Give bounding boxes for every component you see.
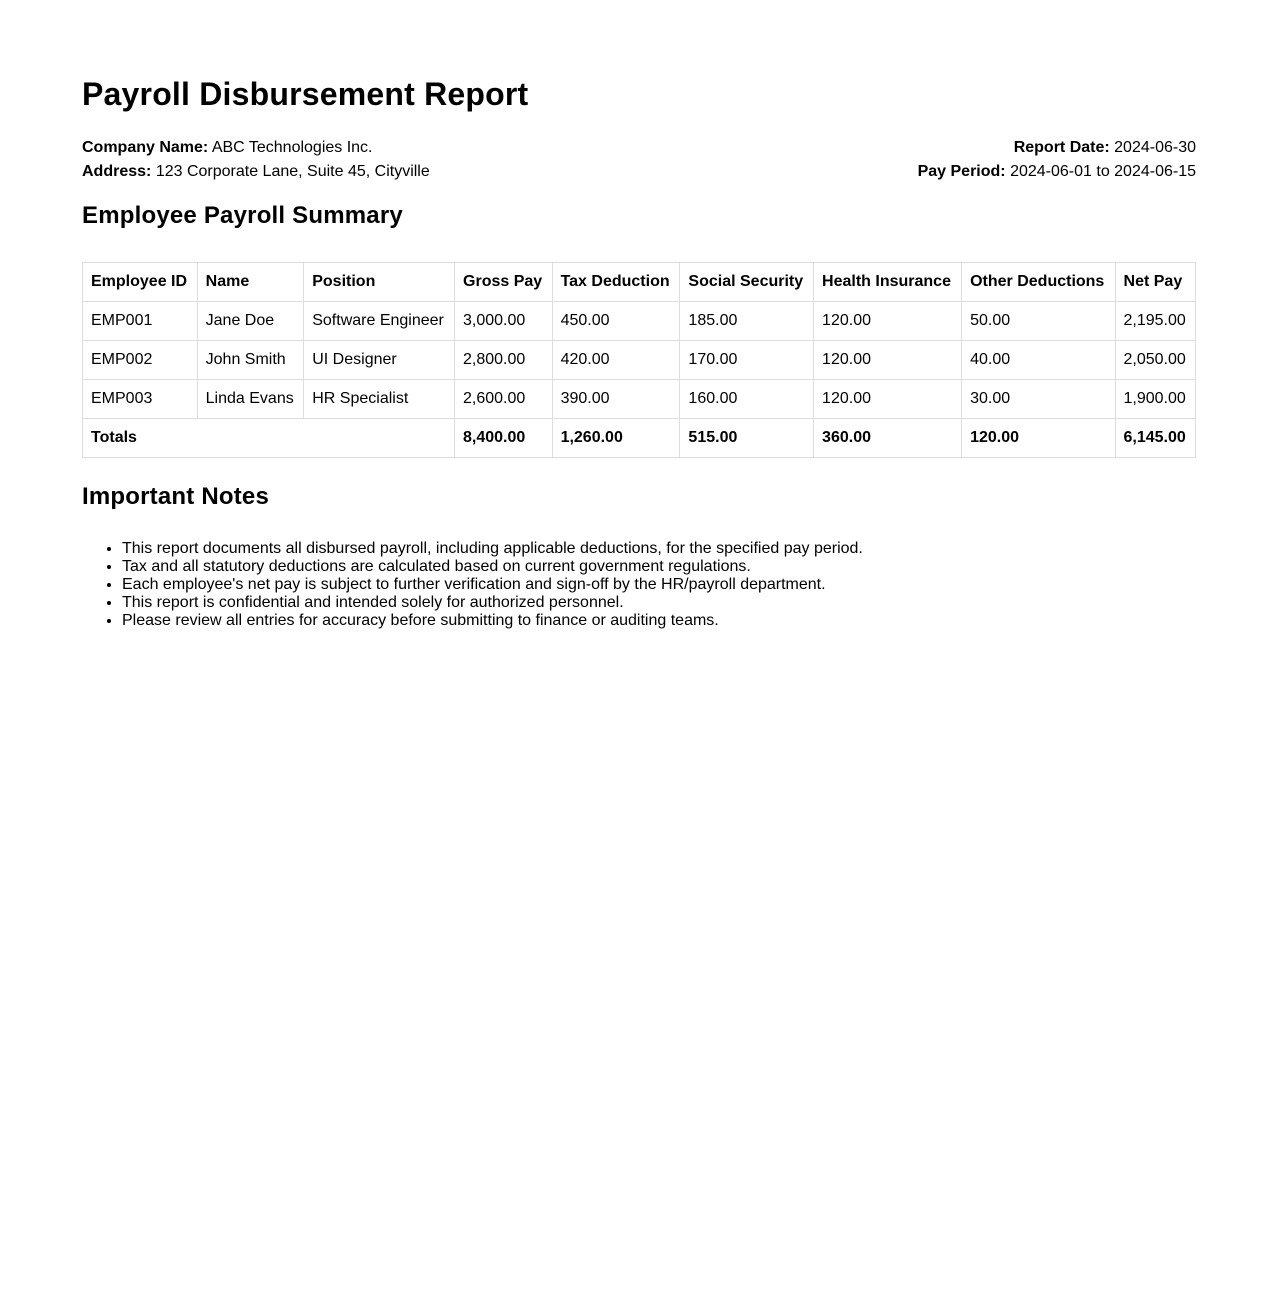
- cell-tax-deduction: 420.00: [552, 341, 680, 380]
- cell-position: UI Designer: [304, 341, 455, 380]
- cell-other-deductions: 50.00: [962, 302, 1115, 341]
- total-social-security: 515.00: [680, 419, 814, 458]
- cell-name: Linda Evans: [197, 380, 304, 419]
- total-gross-pay: 8,400.00: [455, 419, 553, 458]
- column-header-name: Name: [197, 263, 304, 302]
- company-name-line: [82, 136, 430, 160]
- cell-employee-id: EMP003: [83, 380, 198, 419]
- totals-row: [83, 419, 1196, 458]
- list-item: • Tax and all statutory deductions are calculated based on current government regulations.: [122, 558, 1196, 576]
- cell-position: Software Engineer: [304, 302, 455, 341]
- cell-name: Jane Doe: [197, 302, 304, 341]
- payroll-table: [82, 262, 1196, 458]
- cell-health-insurance: 120.00: [814, 341, 962, 380]
- column-header-social-security: Social Security: [680, 263, 814, 302]
- list-item: • This report is confidential and intended solely for authorized personnel.: [122, 594, 1196, 612]
- address-label: Address:: [82, 163, 152, 180]
- cell-gross-pay: 2,800.00: [455, 341, 553, 380]
- total-tax-deduction: 1,260.00: [552, 419, 680, 458]
- table-row: [83, 341, 1196, 380]
- address-line: [82, 160, 430, 184]
- cell-health-insurance: 120.00: [814, 302, 962, 341]
- company-info: [82, 136, 430, 184]
- summary-heading: Employee Payroll Summary: [82, 202, 403, 229]
- totals-label: Totals: [83, 419, 455, 458]
- report-dates: [918, 136, 1196, 184]
- cell-social-security: 185.00: [680, 302, 814, 341]
- cell-gross-pay: 3,000.00: [455, 302, 553, 341]
- column-header-health-insurance: Health Insurance: [814, 263, 962, 302]
- report-date-line: [918, 136, 1196, 160]
- table-row: [83, 302, 1196, 341]
- list-item: • This report documents all disbursed payroll, including applicable deductions, for the specified pay period.: [122, 540, 1196, 558]
- cell-gross-pay: 2,600.00: [455, 380, 553, 419]
- address-value: 123 Corporate Lane, Suite 45, Cityville: [155, 163, 430, 180]
- pay-period-value: 2024-06-01 to 2024-06-15: [1010, 163, 1196, 180]
- cell-tax-deduction: 390.00: [552, 380, 680, 419]
- cell-net-pay: 2,195.00: [1115, 302, 1195, 341]
- cell-social-security: 160.00: [680, 380, 814, 419]
- total-other-deductions: 120.00: [962, 419, 1115, 458]
- report-date-value: 2024-06-30: [1114, 139, 1196, 156]
- column-header-other-deductions: Other Deductions: [962, 263, 1115, 302]
- cell-name: John Smith: [197, 341, 304, 380]
- cell-employee-id: EMP002: [83, 341, 198, 380]
- cell-net-pay: 2,050.00: [1115, 341, 1195, 380]
- company-name-value: ABC Technologies Inc.: [211, 139, 373, 156]
- total-net-pay: 6,145.00: [1115, 419, 1195, 458]
- page-title: Payroll Disbursement Report: [82, 76, 529, 112]
- column-header-position: Position: [304, 263, 455, 302]
- report-date-label: Report Date:: [1013, 139, 1110, 156]
- cell-net-pay: 1,900.00: [1115, 380, 1195, 419]
- cell-tax-deduction: 450.00: [552, 302, 680, 341]
- pay-period-label: Pay Period:: [917, 163, 1006, 180]
- cell-employee-id: EMP001: [83, 302, 198, 341]
- cell-social-security: 170.00: [680, 341, 814, 380]
- cell-position: HR Specialist: [304, 380, 455, 419]
- report-meta: [82, 136, 1196, 184]
- cell-health-insurance: 120.00: [814, 380, 962, 419]
- list-item: • Each employee's net pay is subject to further verification and sign-off by the HR/payroll department.: [122, 576, 1196, 594]
- column-header-tax-deduction: Tax Deduction: [552, 263, 680, 302]
- column-header-net-pay: Net Pay: [1115, 263, 1195, 302]
- column-header-employee-id: Employee ID: [83, 263, 198, 302]
- pay-period-line: [918, 160, 1196, 184]
- cell-other-deductions: 30.00: [962, 380, 1115, 419]
- list-item: • Please review all entries for accuracy before submitting to finance or auditing teams.: [122, 612, 1196, 630]
- report-page: [0, 0, 1278, 630]
- total-health-insurance: 360.00: [814, 419, 962, 458]
- column-header-gross-pay: Gross Pay: [455, 263, 553, 302]
- notes-heading: Important Notes: [82, 483, 270, 510]
- table-row: [83, 380, 1196, 419]
- notes-list: [82, 540, 1196, 630]
- cell-other-deductions: 40.00: [962, 341, 1115, 380]
- table-header-row: [83, 263, 1196, 302]
- company-name-label: Company Name:: [82, 139, 209, 156]
